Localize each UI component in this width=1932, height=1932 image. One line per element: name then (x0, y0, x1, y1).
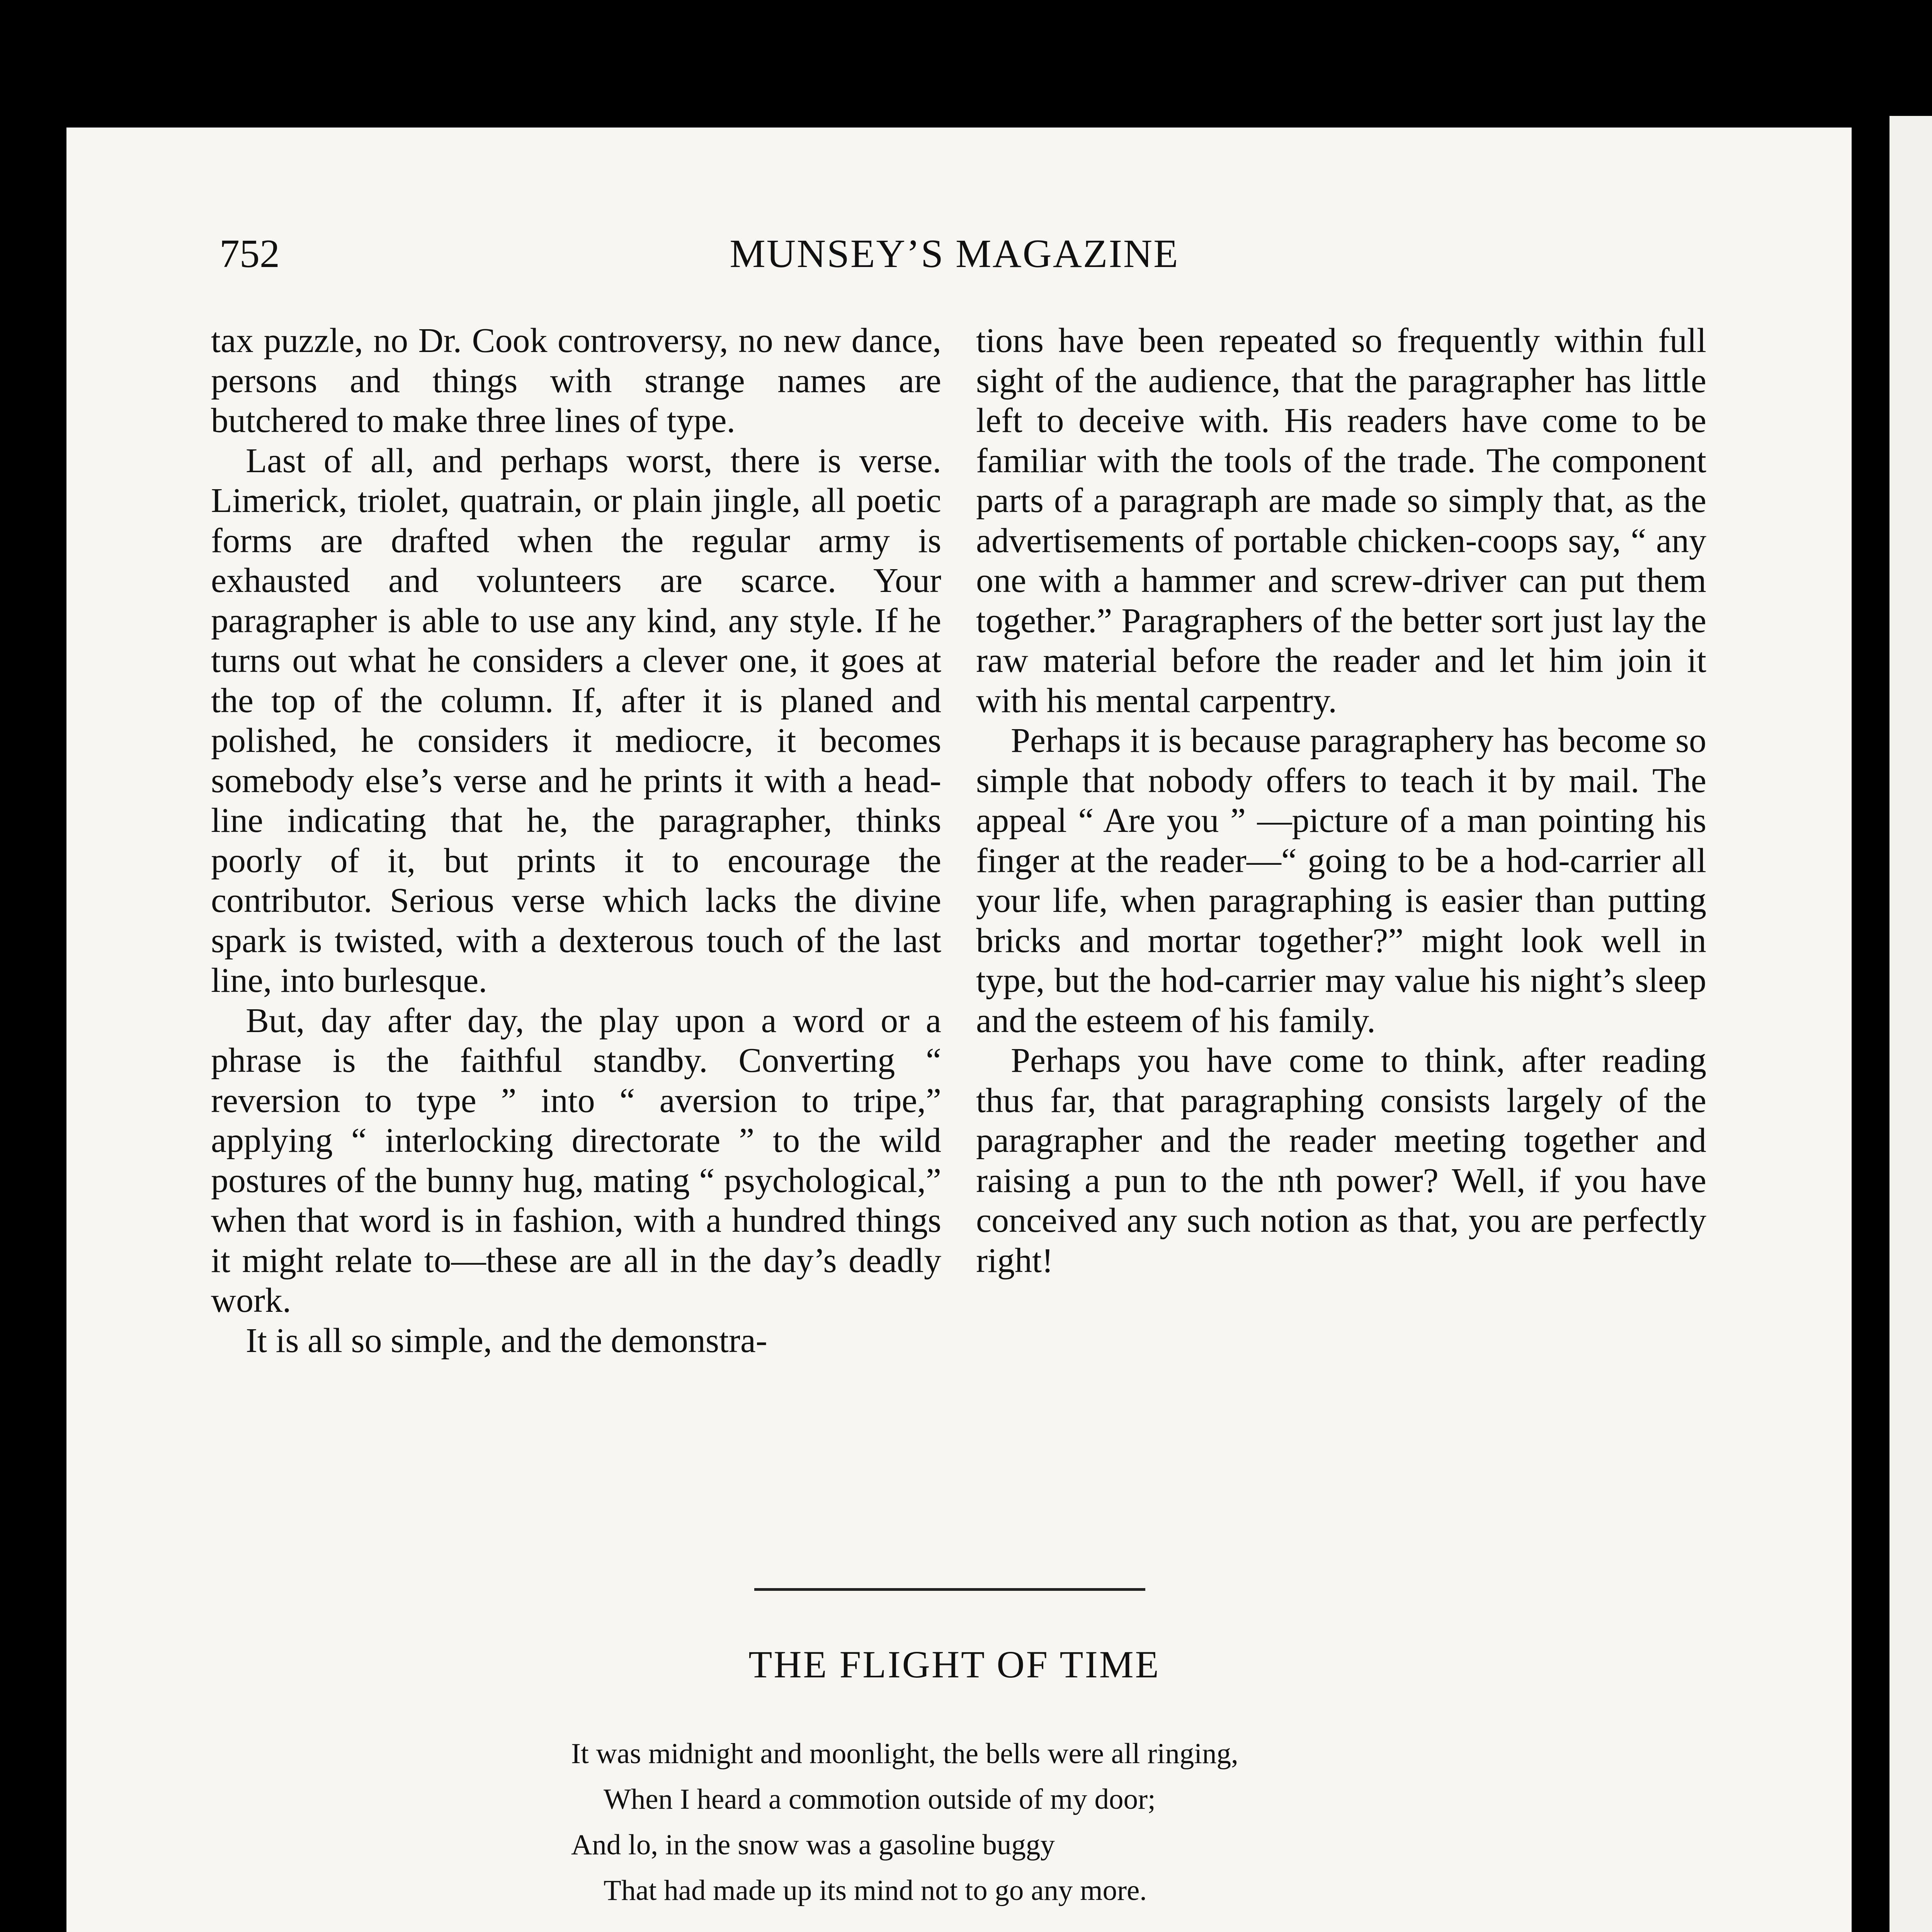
poem-title: THE FLIGHT OF TIME (748, 1643, 1160, 1686)
page-number: 752 (219, 231, 280, 276)
poem-line: That had made up its mind not to go any more. (604, 1874, 1147, 1906)
left-column (211, 321, 941, 1361)
paragraph: Perhaps you have come to think, after reading thus far, that paragraphing consists largely of the paragrapher and the reader meeting together and raising a pun to the nth power? Well, if you have conceived any such notion as that, you are perfectly right! (976, 1041, 1706, 1280)
poem-line: And lo, in the snow was a gasoline buggy (571, 1829, 1055, 1861)
poem-line: When I heard a commotion outside of my door; (604, 1783, 1156, 1815)
paragraph: But, day after day, the play upon a word or a phrase is the faithful standby. Converting “ reversion to type ” into “ aversion to tripe,” applying “ interlocking directorate ” to the wild postures of the bunny hug, mating “ psychological,” when that word is in fashion, with a hundred things it might relate to—these are all in the day’s deadly work. (211, 1001, 941, 1320)
paragraph: Last of all, and perhaps worst, there is verse. Limerick, triolet, quatrain, or plain jingle, all poetic forms are drafted when the regular army is exhausted and volunteers are scarce. Your paragrapher is able to use any kind, any style. If he turns out what he considers a clever one, it goes at the top of the column. If, after it is planed and polished, he considers it mediocre, it becomes somebody else’s verse and he prints it with a head-line indicating that he, the paragrapher, thinks poorly of it, but prints it to encourage the contributor. Serious verse which lacks the divine spark is twisted, with a dexterous touch of the last line, into burlesque. (211, 441, 941, 1000)
poem (571, 1731, 1491, 1932)
paragraph: tax puzzle, no Dr. Cook controversy, no new dance, persons and things with strange names are butchered to make three lines of type. (211, 321, 941, 440)
section-divider (754, 1588, 1145, 1591)
right-column (976, 321, 1706, 1281)
poem-stanza (571, 1731, 1491, 1913)
running-head: MUNSEY’S MAGAZINE (730, 231, 1179, 276)
paragraph: Perhaps it is because paragraphery has become so simple that nobody offers to teach it by mail. The appeal “ Are you ” —picture of a man pointing his finger at the reader—“ going to be a hod-carrier all your life, when paragraphing is easier than putting bricks and mortar together?” might look well in type, but the hod-carrier may value his night’s sleep and the esteem of his family. (976, 721, 1706, 1040)
paragraph: tions have been repeated so frequently within full sight of the audience, that the paragrapher has little left to deceive with. His readers have come to be familiar with the tools of the trade. The component parts of a paragraph are made so simply that, as the advertisements of portable chicken-coops say, “ any one with a hammer and screw-driver can put them together.” Paragraphers of the better sort just lay the raw material before the reader and let him join it with his mental carpentry. (976, 321, 1706, 720)
paragraph: It is all so simple, and the demonstra- (246, 1321, 767, 1360)
poem-line: It was midnight and moonlight, the bells were all ringing, (571, 1738, 1238, 1770)
